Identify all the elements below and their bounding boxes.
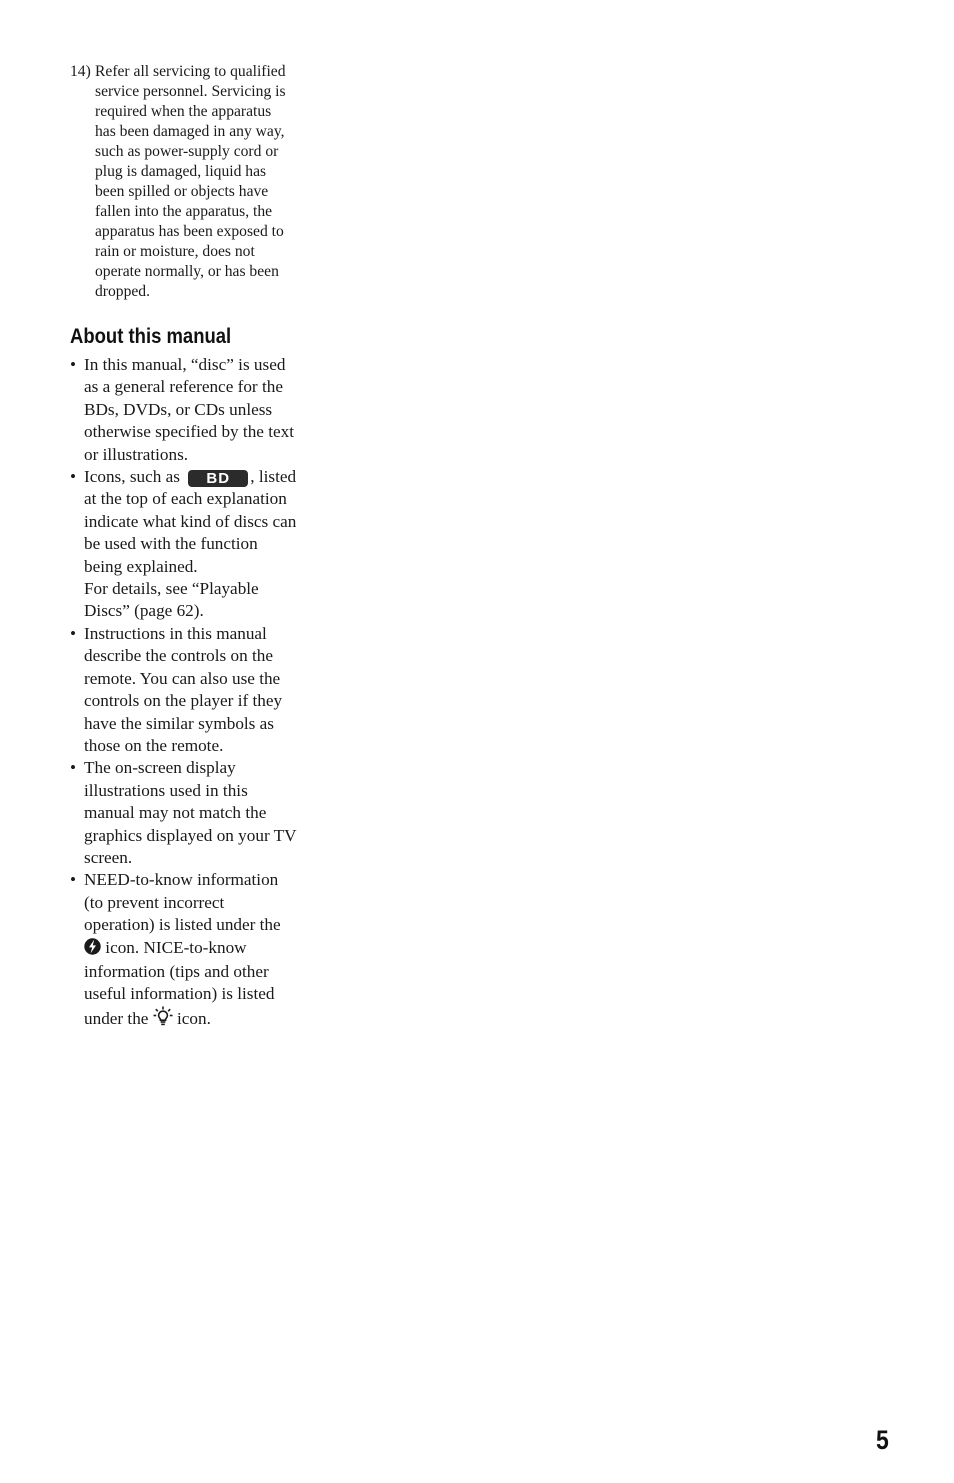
text-fragment: icon.: [172, 1008, 211, 1028]
text-line: such as power-supply cord or: [95, 143, 279, 160]
text-fragment: icon. NICE-to-know: [101, 937, 247, 957]
item-14-text: [95, 62, 320, 302]
text-line: those on the remote.: [84, 735, 224, 755]
text-line: service personnel. Servicing is: [95, 83, 286, 100]
lightbulb-hint-icon: [153, 1006, 173, 1032]
numbered-item-14: [70, 62, 320, 302]
main-column: [70, 62, 320, 1032]
text-line: The on-screen display: [84, 758, 236, 778]
bullet-item-remote-controls: [70, 623, 320, 757]
text-line: [84, 466, 320, 488]
bullet-item-need-nice-to-know: [70, 869, 320, 1032]
text-line: Discs” (page 62).: [84, 601, 204, 621]
text-line: For details, see “Playable: [84, 579, 259, 599]
text-line: been spilled or objects have: [95, 183, 269, 200]
text-line: being explained.: [84, 556, 198, 576]
text-line: describe the controls on the: [84, 646, 274, 666]
bullet-list: [70, 354, 320, 1032]
bullet-marker: •: [70, 467, 77, 487]
text-line: otherwise specified by the text: [84, 422, 295, 442]
text-line: operate normally, or has been: [95, 263, 279, 280]
text-line: plug is damaged, liquid has: [95, 163, 267, 180]
bullet-marker: •: [70, 355, 77, 374]
text-line: operation) is listed under the: [84, 915, 281, 935]
text-line: Refer all servicing to qualified: [95, 63, 286, 80]
text-line: [84, 937, 320, 961]
item-number: 14): [70, 63, 91, 80]
text-line: useful information) is listed: [84, 984, 275, 1004]
bullet-item-onscreen-display: [70, 757, 320, 869]
text-line: NEED-to-know information: [84, 870, 279, 890]
text-line: screen.: [84, 847, 133, 867]
text-line: be used with the function: [84, 534, 258, 554]
text-line: at the top of each explanation: [84, 489, 287, 509]
bullet-item-disc-reference: [70, 354, 320, 466]
text-line: remote. You can also use the: [84, 668, 281, 688]
text-line: In this manual, “disc” is used: [84, 355, 286, 374]
text-fragment: under the: [84, 1008, 153, 1028]
text-fragment: , listed: [250, 467, 297, 487]
text-line: Instructions in this manual: [84, 623, 267, 643]
bd-disc-icon: BD: [188, 470, 248, 487]
text-line: [84, 1006, 320, 1032]
bullet-item-icons: [70, 466, 320, 623]
text-line: rain or moisture, does not: [95, 243, 255, 260]
text-line: apparatus has been exposed to: [95, 223, 284, 240]
text-line: illustrations used in this: [84, 780, 248, 800]
text-line: indicate what kind of discs can: [84, 511, 297, 531]
text-line: (to prevent incorrect: [84, 892, 225, 912]
text-fragment: Icons, such as: [84, 467, 185, 487]
text-line: controls on the player if they: [84, 691, 283, 711]
text-line: has been damaged in any way,: [95, 123, 285, 140]
text-line: required when the apparatus: [95, 103, 272, 120]
bullet-marker: •: [70, 870, 77, 890]
text-line: have the similar symbols as: [84, 713, 274, 733]
text-line: manual may not match the: [84, 803, 267, 823]
bullet-marker: •: [70, 623, 77, 643]
section-heading: About this manual: [70, 325, 232, 348]
text-line: dropped.: [95, 283, 150, 300]
text-line: BDs, DVDs, or CDs unless: [84, 399, 273, 419]
text-line: or illustrations.: [84, 444, 189, 464]
caution-bolt-icon: [84, 938, 101, 961]
text-line: graphics displayed on your TV: [84, 825, 297, 845]
text-line: as a general reference for the: [84, 377, 283, 397]
page-number: 5: [876, 1425, 889, 1455]
text-line: information (tips and other: [84, 961, 269, 981]
bullet-marker: •: [70, 758, 77, 778]
text-line: fallen into the apparatus, the: [95, 203, 273, 220]
